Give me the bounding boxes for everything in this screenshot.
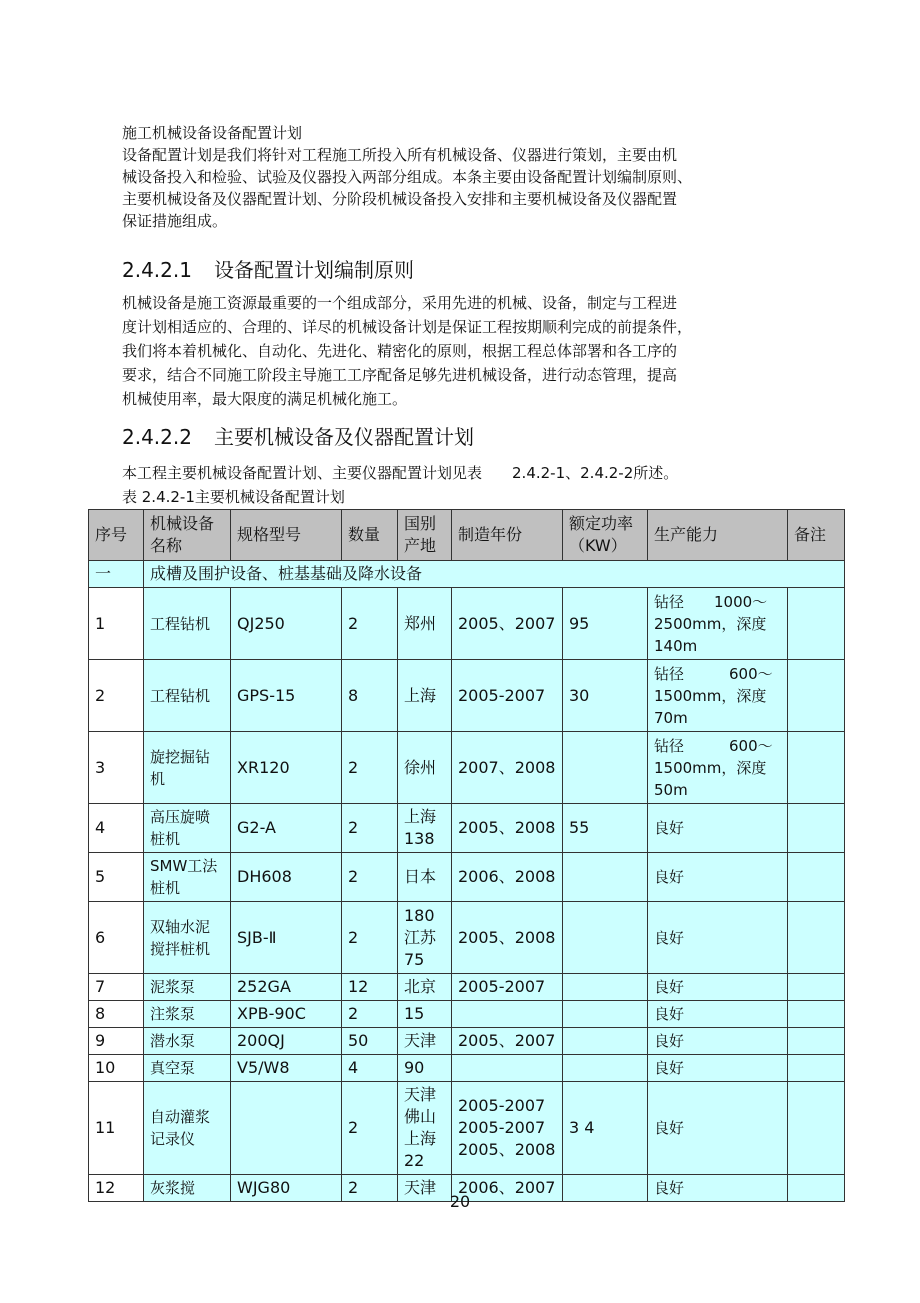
cell-origin: 上海 [398, 660, 452, 732]
section1-paragraph [122, 291, 772, 411]
cell-capacity: 良好 [648, 1055, 788, 1082]
header-cell: 规格型号 [231, 510, 342, 561]
header-cell: 机械设备名称 [144, 510, 231, 561]
cell-qty: 2 [342, 1082, 398, 1175]
cell-qty: 2 [342, 1175, 398, 1202]
table-reference [122, 463, 678, 483]
header-cell: 序号 [89, 510, 144, 561]
paragraph-line: 机械设备是施工资源最重要的一个组成部分，采用先进的机械、设备，制定与工程进 [122, 294, 678, 312]
cell-seq: 10 [89, 1055, 144, 1082]
table-row [89, 902, 845, 974]
cell-note [788, 660, 845, 732]
cell-seq: 6 [89, 902, 144, 974]
cell-model: SJB-Ⅱ [231, 902, 342, 974]
table-row [89, 804, 845, 853]
cell-origin: 上海 138 [398, 804, 452, 853]
section-heading-1 [122, 256, 414, 284]
table-row [89, 974, 845, 1001]
intro-title: 施工机械设备设备配置计划 [122, 124, 303, 142]
table-row [89, 1082, 845, 1175]
cell-name: 双轴水泥搅拌桩机 [144, 902, 231, 974]
cell-model: GPS-15 [231, 660, 342, 732]
cell-model: WJG80 [231, 1175, 342, 1202]
paragraph-line: 度计划相适应的、合理的、详尽的机械设备计划是保证工程按期顺利完成的前提条件， [122, 318, 693, 336]
cell-qty: 2 [342, 804, 398, 853]
cell-origin: 北京 [398, 974, 452, 1001]
cell-capacity: 良好 [648, 902, 788, 974]
header-cell: 制造年份 [452, 510, 563, 561]
cell-note [788, 853, 845, 902]
table-row [89, 588, 845, 660]
intro-line: 主要机械设备及仪器配置计划、分阶段机械设备投入安排和主要机械设备及仪器配置 [122, 190, 678, 208]
cell-power: 3 4 [563, 1082, 648, 1175]
cell-power: 30 [563, 660, 648, 732]
reference-codes: 2.4.2-1、2.4.2-2所述。 [512, 464, 679, 482]
cell-name: 高压旋喷桩机 [144, 804, 231, 853]
cell-model: QJ250 [231, 588, 342, 660]
cell-model: XR120 [231, 732, 342, 804]
page-number: 20 [449, 1192, 471, 1211]
cell-origin: 天津 佛山 上海 22 [398, 1082, 452, 1175]
cell-capacity: 良好 [648, 853, 788, 902]
cell-seq: 2 [89, 660, 144, 732]
cell-year: 2005-2007 [452, 974, 563, 1001]
cell-seq: 3 [89, 732, 144, 804]
cell-note [788, 804, 845, 853]
paragraph-line: 机械使用率，最大限度的满足机械化施工。 [122, 390, 408, 408]
cell-seq: 9 [89, 1028, 144, 1055]
cell-model [231, 1082, 342, 1175]
cell-model: V5/W8 [231, 1055, 342, 1082]
cell-year: 2005、2008 [452, 804, 563, 853]
cell-year: 2005、2008 [452, 902, 563, 974]
cell-name: 工程钻机 [144, 660, 231, 732]
table-row [89, 1055, 845, 1082]
cell-name: 灰浆搅 [144, 1175, 231, 1202]
cell-year: 2006、2008 [452, 853, 563, 902]
cell-seq: 7 [89, 974, 144, 1001]
cell-power: 95 [563, 588, 648, 660]
section-title: 设备配置计划编制原则 [214, 258, 414, 282]
paragraph-line: 我们将本着机械化、自动化、先进化、精密化的原则，根据工程总体部署和各工序的 [122, 342, 678, 360]
cell-capacity: 钻径 600～1500mm，深度70m [648, 660, 788, 732]
cell-capacity: 良好 [648, 1175, 788, 1202]
cell-note [788, 1055, 845, 1082]
cell-origin: 徐州 [398, 732, 452, 804]
cell-capacity: 良好 [648, 1082, 788, 1175]
cell-origin: 15 [398, 1001, 452, 1028]
paragraph-line: 要求，结合不同施工阶段主导施工工序配备足够先进机械设备，进行动态管理，提高 [122, 366, 678, 384]
cell-seq: 8 [89, 1001, 144, 1028]
cell-note [788, 974, 845, 1001]
cell-qty: 4 [342, 1055, 398, 1082]
cell-qty: 2 [342, 588, 398, 660]
cell-power [563, 732, 648, 804]
cell-capacity: 良好 [648, 1028, 788, 1055]
cell-seq: 11 [89, 1082, 144, 1175]
cell-year: 2005-2007 [452, 660, 563, 732]
cell-year: 2005-2007 2005-2007 2005、2008 [452, 1082, 563, 1175]
cell-capacity: 良好 [648, 974, 788, 1001]
cell-qty: 50 [342, 1028, 398, 1055]
cell-name: 泥浆泵 [144, 974, 231, 1001]
cell-seq: 5 [89, 853, 144, 902]
cell-note [788, 1001, 845, 1028]
intro-line: 设备配置计划是我们将针对工程施工所投入所有机械设备、仪器进行策划，主要由机 [122, 146, 678, 164]
cell-origin: 天津 [398, 1175, 452, 1202]
section-title: 主要机械设备及仪器配置计划 [214, 425, 474, 449]
header-cell: 数量 [342, 510, 398, 561]
section-heading-2 [122, 423, 474, 451]
cell-name: SMW工法桩机 [144, 853, 231, 902]
equipment-table [88, 509, 845, 1202]
cell-model: DH608 [231, 853, 342, 902]
table-header-row [89, 510, 845, 561]
cell-origin: 90 [398, 1055, 452, 1082]
cell-note [788, 588, 845, 660]
cell-seq: 1 [89, 588, 144, 660]
header-cell: 生产能力 [648, 510, 788, 561]
cell-model: G2-A [231, 804, 342, 853]
header-cell: 备注 [788, 510, 845, 561]
section-number: 2.4.2.2 [122, 425, 192, 449]
table-row [89, 660, 845, 732]
header-cell: 国别产地 [398, 510, 452, 561]
table-row [89, 1001, 845, 1028]
category-row [89, 561, 845, 588]
cell-year: 2005、2007 [452, 588, 563, 660]
cell-power [563, 902, 648, 974]
cell-origin: 郑州 [398, 588, 452, 660]
cell-seq: 4 [89, 804, 144, 853]
cell-year: 2007、2008 [452, 732, 563, 804]
cell-qty: 2 [342, 732, 398, 804]
cell-capacity: 良好 [648, 804, 788, 853]
cell-qty: 8 [342, 660, 398, 732]
cell-year [452, 1055, 563, 1082]
cell-qty: 2 [342, 902, 398, 974]
cell-name: 真空泵 [144, 1055, 231, 1082]
table-row [89, 853, 845, 902]
cell-qty: 2 [342, 1001, 398, 1028]
cell-name: 工程钻机 [144, 588, 231, 660]
reference-text: 本工程主要机械设备配置计划、主要仪器配置计划见表 [122, 464, 483, 482]
cell-qty: 12 [342, 974, 398, 1001]
cell-capacity: 钻径 600～1500mm，深度50m [648, 732, 788, 804]
cell-qty: 2 [342, 853, 398, 902]
cell-year: 2005、2007 [452, 1028, 563, 1055]
section-number: 2.4.2.1 [122, 258, 192, 282]
table-row [89, 732, 845, 804]
cell-name: 潜水泵 [144, 1028, 231, 1055]
cell-capacity: 良好 [648, 1001, 788, 1028]
cell-seq: 12 [89, 1175, 144, 1202]
intro-line: 械设备投入和检验、试验及仪器投入两部分组成。本条主要由设备配置计划编制原则、 [122, 168, 693, 186]
header-cell: 额定功率（KW） [563, 510, 648, 561]
cell-note [788, 902, 845, 974]
cell-power [563, 1028, 648, 1055]
cell-model: 200QJ [231, 1028, 342, 1055]
cell-origin: 日本 [398, 853, 452, 902]
cell-power [563, 1001, 648, 1028]
intro-block [122, 122, 782, 232]
cell-origin: 天津 [398, 1028, 452, 1055]
cell-year: 2006、2007 [452, 1175, 563, 1202]
cell-name: 自动灌浆记录仪 [144, 1082, 231, 1175]
cell-year [452, 1001, 563, 1028]
cell-power [563, 853, 648, 902]
intro-line: 保证措施组成。 [122, 212, 228, 230]
cell-model: 252GA [231, 974, 342, 1001]
cell-power [563, 974, 648, 1001]
cell-model: XPB-90C [231, 1001, 342, 1028]
cell-name: 旋挖掘钻机 [144, 732, 231, 804]
cell-origin: 180 江苏 75 [398, 902, 452, 974]
cell-power [563, 1055, 648, 1082]
table-caption: 表 2.4.2-1主要机械设备配置计划 [122, 488, 345, 506]
cell-capacity: 钻径 1000～2500mm，深度140m [648, 588, 788, 660]
cell-note [788, 732, 845, 804]
cell-power: 55 [563, 804, 648, 853]
category-label: 成槽及围护设备、桩基基础及降水设备 [144, 561, 845, 588]
cell-note [788, 1028, 845, 1055]
cell-name: 注浆泵 [144, 1001, 231, 1028]
cell-note [788, 1082, 845, 1175]
table-row [89, 1028, 845, 1055]
category-seq: 一 [89, 561, 144, 588]
